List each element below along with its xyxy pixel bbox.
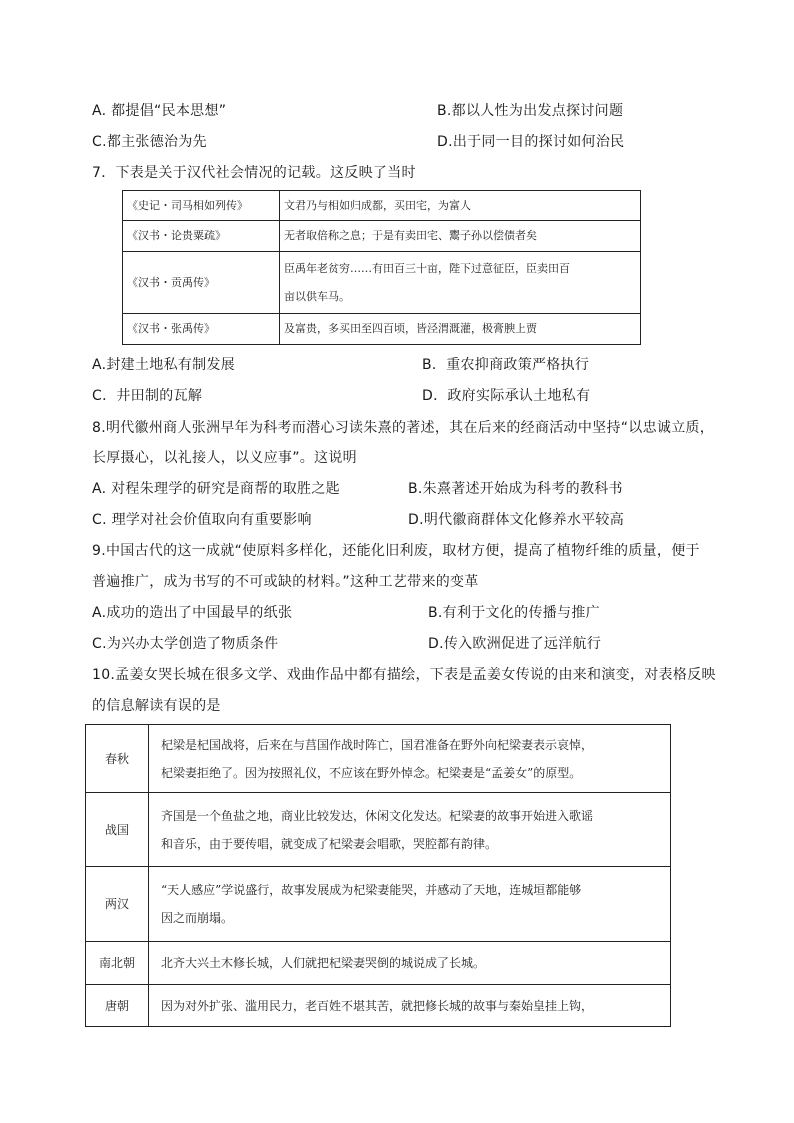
question-9-stem-line: 普遍推广，成为书写的不可或缺的材料。”这种工艺带来的变革 bbox=[92, 574, 479, 590]
table-row bbox=[86, 725, 671, 793]
content-line: 臣禹年老贫穷……有田百三十亩，陛下过意征臣，臣卖田百 bbox=[284, 261, 570, 275]
content-cell: 无者取倍称之息；于是有卖田宅、鬻子孙以偿债者矣 bbox=[280, 221, 641, 252]
option-a[interactable]: A.成功的造出了中国最早的纸张 bbox=[92, 605, 293, 621]
option-b[interactable]: B.都以人性为出发点探讨问题 bbox=[437, 103, 624, 119]
question-7-table bbox=[122, 190, 641, 345]
option-a[interactable]: A.封建土地私有制发展 bbox=[92, 357, 236, 373]
table-row bbox=[123, 314, 641, 345]
era-cell: 两汉 bbox=[86, 867, 149, 942]
content-line: 杞梁妻拒绝了。因为按照礼仪，不应该在野外悼念。杞梁妻是“孟姜女”的原型。 bbox=[161, 765, 582, 780]
content-cell bbox=[149, 793, 671, 867]
option-c[interactable]: C.都主张德治为先 bbox=[92, 134, 207, 150]
source-cell: 《汉书・张禹传》 bbox=[123, 314, 280, 345]
era-cell: 战国 bbox=[86, 793, 149, 867]
question-7-stem: 7．下表是关于汉代社会情况的记载。这反映了当时 bbox=[92, 165, 416, 181]
option-b[interactable]: B．重农抑商政策严格执行 bbox=[422, 357, 590, 373]
question-10-stem-line: 10.孟姜女哭长城在很多文学、戏曲作品中都有描绘，下表是孟姜女传说的由来和演变，对表格反映 bbox=[92, 667, 716, 683]
question-10-stem-line: 的信息解读有误的是 bbox=[92, 698, 221, 714]
option-a[interactable]: A. 对程朱理学的研究是商帮的取胜之匙 bbox=[92, 481, 340, 497]
content-cell bbox=[149, 867, 671, 942]
content-line: 亩以供车马。 bbox=[284, 289, 350, 303]
content-line: 北齐大兴土木修长城，人们就把杞梁妻哭倒的城说成了长城。 bbox=[161, 956, 486, 970]
era-cell: 南北朝 bbox=[86, 942, 149, 985]
table-row bbox=[123, 221, 641, 252]
table-row bbox=[123, 252, 641, 314]
content-line: 杞梁是杞国战将，后来在与莒国作战时阵亡，国君准备在野外向杞梁妻表示哀悼， bbox=[161, 737, 594, 752]
content-cell: 及富贵，多买田至四百顷，皆泾渭溉灌，极膏腴上贾 bbox=[280, 314, 641, 345]
table-row bbox=[123, 191, 641, 221]
content-line: “天人感应”学说盛行，故事发展成为杞梁妻能哭，并感动了天地，连城垣都能够 bbox=[161, 883, 582, 897]
table-row bbox=[86, 793, 671, 867]
option-b[interactable]: B.有利于文化的传播与推广 bbox=[428, 605, 600, 621]
era-cell: 春秋 bbox=[86, 725, 149, 793]
content-line: 和音乐，由于要传唱，就变成了杞梁妻会唱歌，哭腔都有韵律。 bbox=[161, 836, 498, 851]
content-cell bbox=[149, 942, 671, 985]
source-cell: 《史记・司马相如列传》 bbox=[123, 191, 280, 221]
source-cell: 《汉书・贡禹传》 bbox=[123, 252, 280, 314]
option-b[interactable]: B.朱熹著述开始成为科考的教科书 bbox=[408, 481, 623, 497]
question-8-stem-line: 长厚摄心，以礼接人，以义应事”。这说明 bbox=[92, 450, 357, 466]
source-cell: 《汉书・论贵粟疏》 bbox=[123, 221, 280, 252]
option-d[interactable]: D.明代徽商群体文化修养水平较高 bbox=[408, 512, 625, 528]
table-row bbox=[86, 867, 671, 942]
content-line: 因之而崩塌。 bbox=[161, 911, 234, 925]
content-line: 因为对外扩张、滥用民力，老百姓不堪其苦，就把修长城的故事与秦始皇挂上钩， bbox=[161, 998, 594, 1013]
content-cell bbox=[149, 725, 671, 793]
option-a[interactable]: A. 都提倡“民本思想” bbox=[92, 103, 227, 119]
content-cell bbox=[280, 252, 641, 314]
table-row bbox=[86, 985, 671, 1027]
content-cell: 文君乃与相如归成都，买田宅，为富人 bbox=[280, 191, 641, 221]
option-d[interactable]: D.传入欧洲促进了远洋航行 bbox=[428, 636, 602, 652]
table-row bbox=[86, 942, 671, 985]
content-line: 齐国是一个鱼盐之地，商业比较发达，休闲文化发达。杞梁妻的故事开始进入歌谣 bbox=[161, 808, 594, 823]
option-c[interactable]: C．井田制的瓦解 bbox=[92, 388, 203, 404]
question-10-table bbox=[85, 724, 671, 1027]
era-cell: 唐朝 bbox=[86, 985, 149, 1027]
content-cell bbox=[149, 985, 671, 1027]
option-d[interactable]: D.出于同一目的探讨如何治民 bbox=[437, 134, 625, 150]
question-8-stem-line: 8.明代徽州商人张洲早年为科考而潜心习读朱熹的著述，其在后来的经商活动中坚持“以忠诚立质， bbox=[92, 420, 715, 436]
option-c[interactable]: C.为兴办太学创造了物质条件 bbox=[92, 636, 279, 652]
option-c[interactable]: C. 理学对社会价值取向有重要影响 bbox=[92, 512, 312, 528]
question-9-stem-line: 9.中国古代的这一成就“使原料多样化，还能化旧利废，取材方便，提高了植物纤维的质量，便于 bbox=[92, 543, 700, 559]
option-d[interactable]: D．政府实际承认土地私有 bbox=[422, 388, 591, 404]
